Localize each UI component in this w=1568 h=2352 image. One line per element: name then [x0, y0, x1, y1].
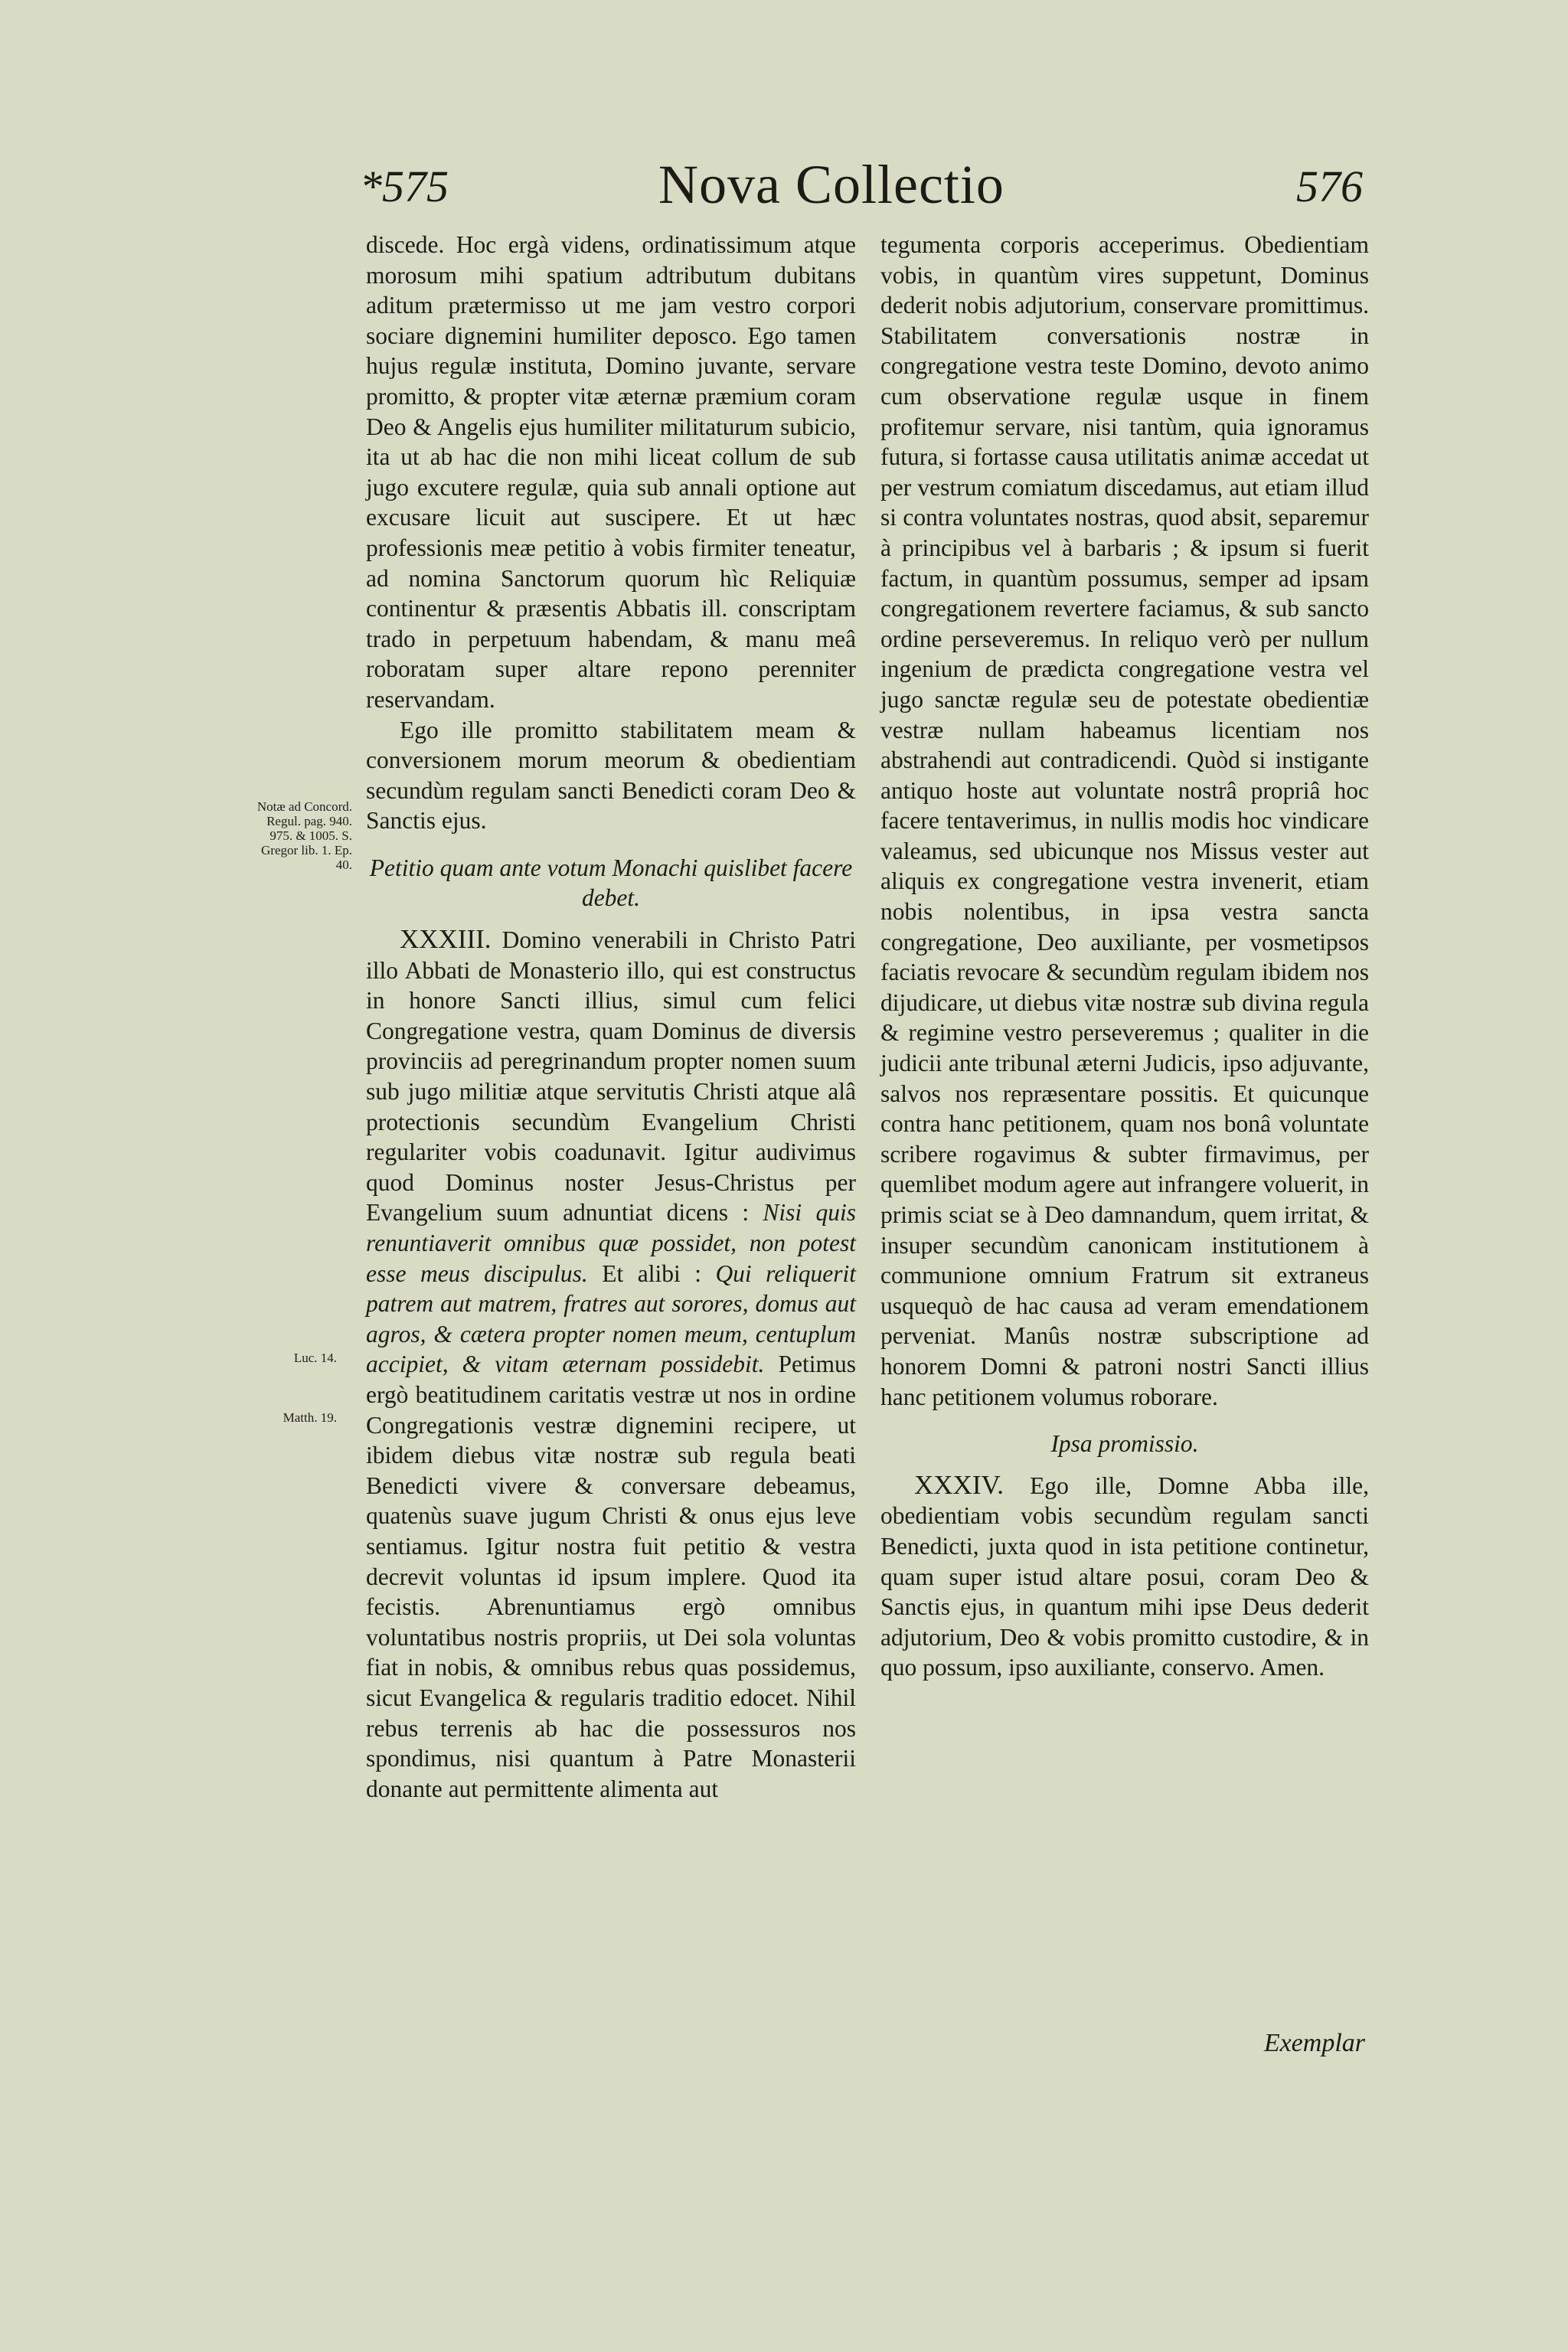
left-page-number: *575: [360, 162, 449, 211]
section-title-ipsa-promissio: Ipsa promissio.: [1050, 1430, 1199, 1458]
left-column: [366, 230, 856, 1804]
margin-note-concord: Notæ ad Concord. Regul. pag. 940. 975. & 1005. S. Gregor lib. 1. Ep. 40.: [256, 799, 352, 872]
paragraph-promissio: Ego ille promitto stabilitatem meam & conversionem morum meorum & obedientiam secundùm regulam sancti Benedicti coram Deo & Sanctis ejus.: [366, 716, 856, 835]
section-number: XXXIII.: [400, 924, 492, 955]
text-segment: Et alibi :: [587, 1259, 716, 1287]
paragraph-professio: discede. Hoc ergà videns, ordinatissimum atque morosum mihi spatium adtributum dubitans aditum prætermisso ut me jam vestro corpori sociare dignemini humiliter deposco. Ego tamen hujus regulæ instituta, Domino juvante, servare promitto, & propter vitæ æternæ præmium coram Deo & Angelis ejus humiliter militaturum subicio, ita ut ab hac die non mihi liceat collum de sub jugo excutere regulæ, quia sub annali optione aut excusare licuit aut suscipere. Et ut hæc professionis meæ petitio à vobis firmiter teneatur, ad nomina Sanctorum quorum hìc Reliquiæ continentur & præsentis Abbatis ill. conscriptam trado in perpetuum habendam, & manu meâ roboratam super altare repono perenniter reservandam.: [366, 231, 856, 713]
page-header: [360, 145, 1386, 230]
paragraph-petitio: [366, 924, 856, 1804]
running-title: Nova Collectio: [658, 154, 1004, 215]
quote-matthew: Qui reliquerit patrem aut matrem, fratres aut sorores, domus aut agros, & cætera propter nomen meum, centuplum accipiet, & vitam æternam possidebit.: [366, 1259, 856, 1378]
text-segment: Petimus ergò beatitudinem caritatis vestræ ut nos in ordine Congregationis vestræ dignemini recipere, ut ibidem diebus vitæ nostræ sub regula beati Benedicti vivere & conversare debeamus, quatenùs suave jugum Christi & onus ejus leve sentiamus. Igitur nostra fuit petitio & vestra decrevit voluntas id ipsum implere. Quod ita fecistis. Abrenuntiamus ergò omnibus voluntatibus nostris propriis, ut Dei sola voluntas fiat in nobis, & omnibus rebus quas possidemus, sicut Evangelica & regularis traditio edocet. Nihil rebus terrenis ab hac die possessuros nos spondimus, nisi quantum à Patre Monasterii donante aut permittente alimenta aut: [366, 1351, 856, 1802]
section-number: XXXIV.: [914, 1469, 1004, 1500]
paragraph-petitio-continued: tegumenta corporis acceperimus. Obedientiam vobis, in quantùm vires suppetunt, Dominus dederit nobis adjutorium, conservare promittimus. Stabilitatem conversationis nostræ in congregatione vestra teste Domino, devoto animo cum observatione regulæ usque in finem profitemur servare, nisi tantùm, quia ignoramus futura, si fortasse causa utilitatis animæ accedat ut per vestrum comiatum discedamus, aut etiam illud si contra voluntates nostras, quod absit, separemur à principibus vel à barbaris ; & ipsum si fuerit factum, in quantùm possumus, semper ad ipsam congregationem revertere faciamus, & sub sancto ordine perseveremus. In reliquo verò per nullum ingenium de prædicta congregatione vestra vel jugo sanctæ regulæ seu de potestate obedientiæ vestræ nullam habeamus licentiam nos abstrahendi aut contradicendi. Quòd si instigante antiquo hoste aut voluntate nostrâ propriâ hoc facere tentaverimus, in nullis modis hoc vindicare valeamus, sed ubicunque nos Missus vester aut aliquis ex congregatione vestra invenerit, etiam nobis nolentibus, in ipsa vestra sancta congregatione, Deo auxiliante, per vosmetipsos faciatis revocare & secundùm regulam ibidem nos dijudicare, ut diebus vitæ nostræ sub divina regula & regimine vestro perseveremus ; qualiter in die judicii ante tribunal æterni Judicis, ipso adjuvante, salvos nos repræsentare possitis. Et quicunque contra hanc petitionem, quam nos bonâ voluntate scribere rogavimus & subter firmavimus, per quemlibet modum agere aut infrangere voluerit, in primis sciat se à Deo damnandum, quem irritat, & insuper secundùm canonicam institutionem à communione omnium Fratrum sit extraneus usquequò de hac causa ad veram emendationem perveniat. Manûs nostræ subscriptione ad honorem Domni & patroni nostri Sancti illius hanc petitionem volumus roborare.: [880, 231, 1369, 1410]
text-segment: Domino venerabili in Christo Patri illo Abbati de Monasterio illo, qui est constructus in honore Sancti illius, simul cum felici Congregatione vestra, quam Dominus de diversis provinciis ad peregrinandum propter nomen suum sub jugo militiæ atque servitutis Christi atque alâ protectionis secundùm Evangelium Christi regulariter vobis coadunavit. Igitur audivimus quod Dominus noster Jesus-Christus per Evangelium suum adnuntiat dicens :: [366, 926, 856, 1227]
right-column: [880, 230, 1369, 1683]
margin-note-matthew: Matth. 19.: [283, 1410, 337, 1425]
section-title-petitio: Petitio quam ante votum Monachi quislibet facere debet.: [369, 854, 853, 912]
margin-note-luke: Luc. 14.: [293, 1351, 337, 1365]
quote-luke: Nisi quis renuntiaverit omnibus quæ possidet, non potest esse meus discipulus.: [366, 1199, 856, 1287]
text-segment: Ego ille, Domne Abba ille, obedientiam vobis secundùm regulam sancti Benedicti, juxta quod in ista petitione continetur, quam super istud altare posui, coram Deo & Sanctis ejus, in quantum mihi ipse Deus dederit adjutorium, Deo & vobis promitto custodire, & in quo possum, ipso auxiliante, conservo. Amen.: [880, 1472, 1369, 1681]
paragraph-ipsa-promissio: [880, 1470, 1369, 1683]
catchword: Exemplar: [1263, 2029, 1365, 2057]
right-page-number: 576: [1296, 162, 1363, 211]
